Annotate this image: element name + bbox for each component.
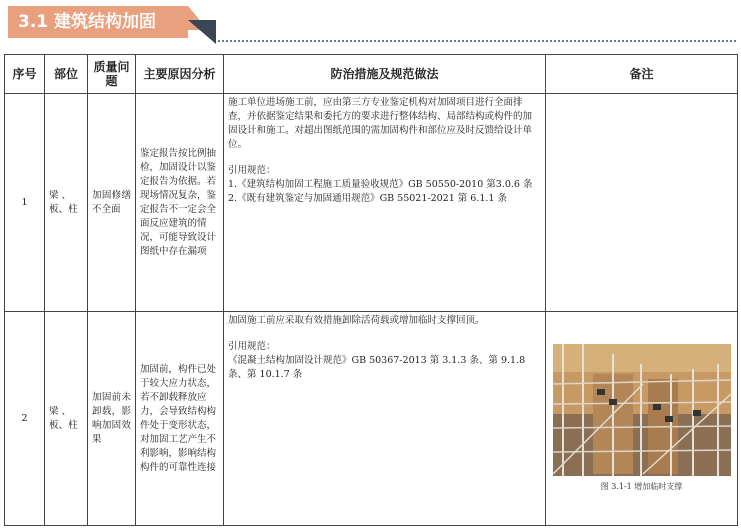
table-header-row (5, 55, 738, 94)
table-row (5, 94, 738, 312)
row-problem: 加固前未卸载，影响加固效果 (88, 312, 136, 526)
col-header-part: 部位 (45, 55, 88, 94)
row-number: 1 (5, 94, 45, 312)
temporary-support-photo (553, 344, 731, 476)
row-cause: 加固前，构件已处于较大应力状态，若不卸载释放应力，会导致结构构件处于变形状态，对加固工艺产生不利影响，影响结构构件的可靠性连接 (136, 312, 224, 526)
dotted-divider (218, 40, 736, 42)
col-header-measures: 防治措施及规范做法 (224, 55, 546, 94)
row-number: 2 (5, 312, 45, 526)
ref-heading: 引用规范： (228, 165, 276, 176)
section-title: 3.1 建筑结构加固 (8, 6, 188, 38)
section-header (0, 0, 741, 44)
figure-caption: 图 3.1-1 增加临时支撑 (600, 481, 683, 491)
table-row (5, 312, 738, 526)
ref-heading: 引用规范： (228, 341, 276, 352)
col-header-cause: 主要原因分析 (136, 55, 224, 94)
row-note-cell (546, 312, 738, 526)
row-measures (224, 94, 546, 312)
measures-text: 施工单位进场施工前，应由第三方专业鉴定机构对加固项目进行全面排查，并依据鉴定结果和委托方的要求进行整体结构、局部结构或构件的加固设计和施工。对超出图纸范围的需加固构件和部位应及时反馈给设计单位。 (228, 97, 533, 150)
quality-issues-table (4, 54, 738, 526)
row-problem: 加固修缮不全面 (88, 94, 136, 312)
row-note (546, 94, 738, 312)
row-part: 梁 、板、柱 (45, 312, 88, 526)
ref-item: 《混凝土结构加固设计规范》GB 50367-2013 第 3.1.3 条、第 9.1.8 条、第 10.1.7 条 (228, 355, 526, 380)
title-triangle-decoration (188, 20, 216, 44)
row-part: 梁 、板、柱 (45, 94, 88, 312)
col-header-problem: 质量问题 (88, 55, 136, 94)
col-header-no: 序号 (5, 55, 45, 94)
row-cause: 鉴定报告按比例抽检，加固设计以鉴定报告为依据。若现场情况复杂，鉴定报告不一定会全面反应建筑的情况，可能导致设计图纸中存在漏项 (136, 94, 224, 312)
col-header-note: 备注 (546, 55, 738, 94)
row-measures (224, 312, 546, 526)
ref-item: 1.《建筑结构加固工程施工质量验收规范》GB 50550-2010 第3.0.6 条 (228, 179, 533, 190)
ref-item: 2.《既有建筑鉴定与加固通用规范》GB 55021-2021 第 6.1.1 条 (228, 193, 507, 204)
measures-text: 加固施工前应采取有效措施卸除活荷载或增加临时支撑回顶。 (228, 315, 485, 326)
